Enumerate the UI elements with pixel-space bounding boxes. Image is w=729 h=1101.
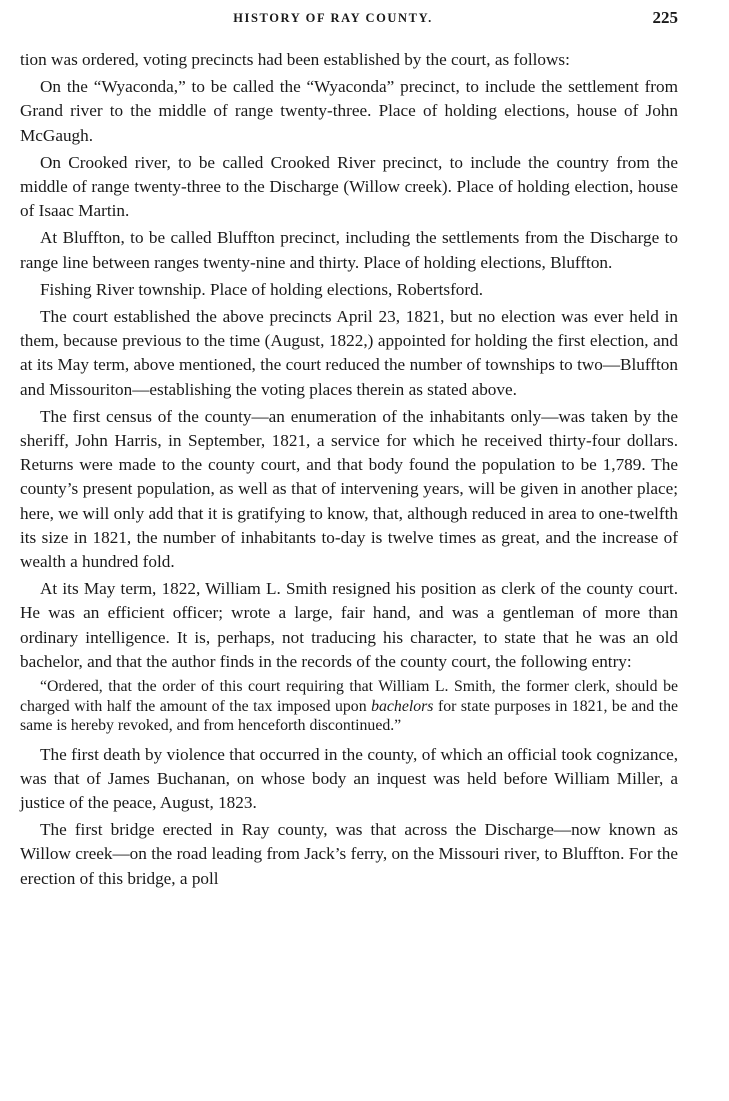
- quote-text-after: for state purposes in 1821, be and the same is hereby revoked, and from henceforth discontinued.”: [20, 697, 678, 735]
- quote-emphasis: bachelors: [371, 697, 434, 715]
- paragraph-first-death: The first death by violence that occurred in the county, of which an official took cognizance, was that of James Buchanan, on whose body an inquest was held before William Miller, a justice of the peace, August, 1823.: [20, 744, 678, 812]
- paragraph-continuation: tion was ordered, voting precincts had been established by the court, as follows:: [20, 50, 570, 69]
- paragraph-crooked-river-precinct: On Crooked river, to be called Crooked River precinct, to include the country from the middle of range twenty-three to the Discharge (Willow creek). Place of holding election, house of Isaac Martin.: [20, 152, 678, 221]
- page-number: 225: [652, 8, 678, 27]
- running-head: [18, 8, 678, 30]
- block-quote-court-order: [20, 677, 678, 736]
- running-title: HISTORY OF RAY COUNTY.: [233, 11, 433, 25]
- quote-text-before: “Ordered, that the order of this court requiring that William L. Smith, the former clerk, should be charged with half the amount of the tax imposed upon: [20, 678, 678, 715]
- paragraph-first-census: The first census of the county—an enumeration of the inhabitants only—was taken by the sheriff, John Harris, in September, 1821, a service for which he received thirty-four dollars. Returns were made to the county court, and that body found the population to be 1,789. The county’s present population, as well as that of intervening years, will be given in another place; here, we will only add that it is gratifying to know, that, although reduced in area to one-twelfth its size in 1821, the number of inhabitants to-day is twelve times as great, and the increase of wealth a hundred fold.: [20, 406, 678, 572]
- paragraph-wyaconda-precinct: On the “Wyaconda,” to be called the “Wyaconda” precinct, to include the settlement from Grand river to the middle of range twenty-three. Place of holding elections, house of John McGaugh.: [20, 77, 678, 145]
- paragraph-first-bridge: The first bridge erected in Ray county, was that across the Discharge—now known as Willow creek—on the road leading from Jack’s ferry, on the Missouri river, to Bluffton. For the erection of this bridge, a poll: [20, 820, 678, 888]
- body-text: [20, 48, 678, 894]
- paragraph-fishing-river-township: Fishing River township. Place of holding elections, Robertsford.: [40, 279, 484, 299]
- paragraph-precincts-established: The court established the above precincts April 23, 1821, but no election was ever held in them, because previous to the time (August, 1822,) appointed for holding the first election, and at its May term, above mentioned, the court reduced the number of townships to two—Bluffton and Missouriton—establishing the voting places therein as stated above.: [20, 307, 678, 399]
- paragraph-clerk-resignation: At its May term, 1822, William L. Smith resigned his position as clerk of the county court. He was an efficient officer; wrote a large, fair hand, and was a gentleman of more than ordinary intelligence. It is, perhaps, not traducing his character, to state that he was an old bachelor, and that the author finds in the records of the county court, the following entry:: [20, 579, 678, 671]
- paragraph-bluffton-precinct: At Bluffton, to be called Bluffton precinct, including the settlements from the Discharge to range line between ranges twenty-nine and thirty. Place of holding elections, Bluffton.: [20, 228, 678, 272]
